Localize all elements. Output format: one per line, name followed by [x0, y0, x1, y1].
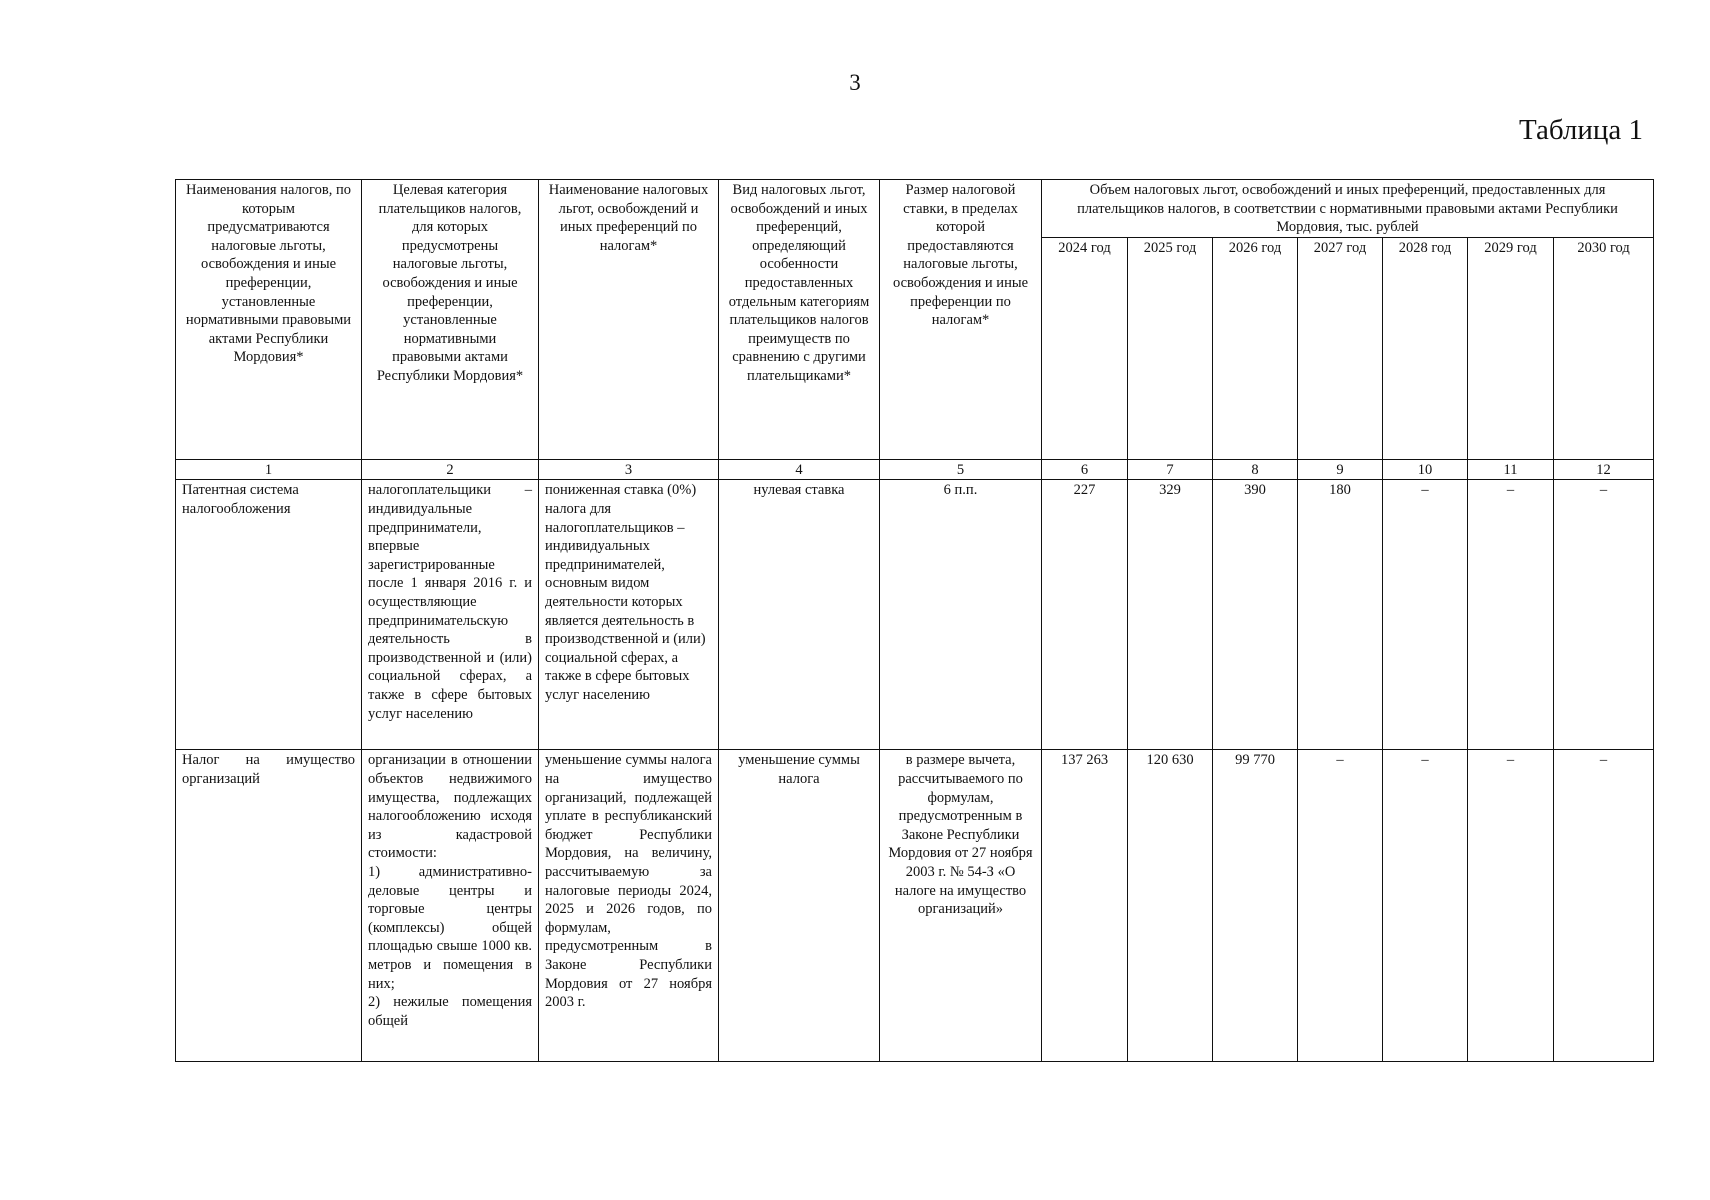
column-number: 12 — [1554, 459, 1654, 480]
column-number: 4 — [719, 459, 880, 480]
table-title: Таблица 1 — [1518, 114, 1643, 146]
header-year: 2024 год — [1042, 237, 1128, 459]
column-number: 11 — [1468, 459, 1554, 480]
value-cell: – — [1298, 750, 1383, 1062]
benefit-type-cell: уменьшение суммы налога — [719, 750, 880, 1062]
value-cell: 99 770 — [1213, 750, 1298, 1062]
value-cell: 120 630 — [1128, 750, 1213, 1062]
tax-rate-cell: в размере вычета, рассчитываемого по формулам, предусмотренным в Законе Республики Мордовия от 27 ноября 2003 г. № 54-З «О налоге на имущество организаций» — [880, 750, 1042, 1062]
value-cell: 390 — [1213, 480, 1298, 750]
value-cell: – — [1468, 750, 1554, 1062]
column-number: 8 — [1213, 459, 1298, 480]
header-year: 2028 год — [1383, 237, 1468, 459]
header-benefit-type: Вид налоговых льгот, освобождений и иных преференций, определяющий особенности предоставленных отдельным категориям плательщиков налогов преимуществ по сравнению с другими плательщиками* — [719, 180, 880, 460]
tax-name-cell: Налог на имущество организаций — [176, 750, 362, 1062]
column-number: 1 — [176, 459, 362, 480]
header-target-category: Целевая категория плательщиков налогов, для которых предусмотрены налоговые льготы, освобождения и иные преференции, установленные нормативными правовыми актами Республики Мордовия* — [362, 180, 539, 460]
header-year: 2029 год — [1468, 237, 1554, 459]
table-row — [176, 750, 1654, 1062]
page-number: 3 — [849, 70, 861, 95]
value-cell: – — [1554, 750, 1654, 1062]
header-year: 2025 год — [1128, 237, 1213, 459]
value-cell: 329 — [1128, 480, 1213, 750]
value-cell: 137 263 — [1042, 750, 1128, 1062]
tax-rate-cell: 6 п.п. — [880, 480, 1042, 750]
column-number: 6 — [1042, 459, 1128, 480]
target-category-cell: организации в отношении объектов недвижимого имущества, подлежащих налогообложению исходя из кадастровой стоимости: 1) административно-деловые центры и торговые центры (комплексы) общей площадью свыше 1000 кв. метров и помещения в них; 2) нежилые помещения общей — [362, 750, 539, 1062]
header-tax-rate: Размер налоговой ставки, в пределах которой предоставляются налоговые льготы, освобождения и иные преференции по налогам* — [880, 180, 1042, 460]
benefit-name-cell: пониженная ставка (0%) налога для налогоплательщиков – индивидуальных предпринимателей, основным видом деятельности которых является деятельность в производственной и (или) социальной сферах, а также в сфере бытовых услуг населению — [539, 480, 719, 750]
tax-benefits-table — [175, 179, 1654, 1062]
value-cell: – — [1554, 480, 1654, 750]
column-number: 3 — [539, 459, 719, 480]
column-number: 10 — [1383, 459, 1468, 480]
benefit-type-cell: нулевая ставка — [719, 480, 880, 750]
column-number: 9 — [1298, 459, 1383, 480]
value-cell: – — [1383, 480, 1468, 750]
header-tax-names: Наименования налогов, по которым предусматриваются налоговые льготы, освобождения и иные преференции, установленные нормативными правовыми актами Республики Мордовия* — [176, 180, 362, 460]
header-benefit-names: Наименование налоговых льгот, освобождений и иных преференций по налогам* — [539, 180, 719, 460]
header-benefit-volume: Объем налоговых льгот, освобождений и иных преференций, предоставленных для плательщиков налогов, в соответствии с нормативными правовыми актами Республики Мордовия, тыс. рублей — [1042, 180, 1654, 238]
value-cell: – — [1383, 750, 1468, 1062]
header-year: 2027 год — [1298, 237, 1383, 459]
benefit-name-cell: уменьшение суммы налога на имущество организаций, подлежащей уплате в республиканский бюджет Республики Мордовия, на величину, рассчитываемую за налоговые периоды 2024, 2025 и 2026 годов, по формулам, предусмотренным в Законе Республики Мордовия от 27 ноября 2003 г. — [539, 750, 719, 1062]
value-cell: 180 — [1298, 480, 1383, 750]
header-year: 2030 год — [1554, 237, 1654, 459]
header-year: 2026 год — [1213, 237, 1298, 459]
tax-name-cell: Патентная система налогообложения — [176, 480, 362, 750]
value-cell: – — [1468, 480, 1554, 750]
table-row — [176, 480, 1654, 750]
column-number: 2 — [362, 459, 539, 480]
value-cell: 227 — [1042, 480, 1128, 750]
column-number: 5 — [880, 459, 1042, 480]
column-number: 7 — [1128, 459, 1213, 480]
target-category-cell: налогоплательщики – индивидуальные предприниматели, впервые зарегистрированные после 1 января 2016 г. и осуществляющие предпринимательскую деятельность в производственной и (или) социальной сферах, а также в сфере бытовых услуг населению — [362, 480, 539, 750]
